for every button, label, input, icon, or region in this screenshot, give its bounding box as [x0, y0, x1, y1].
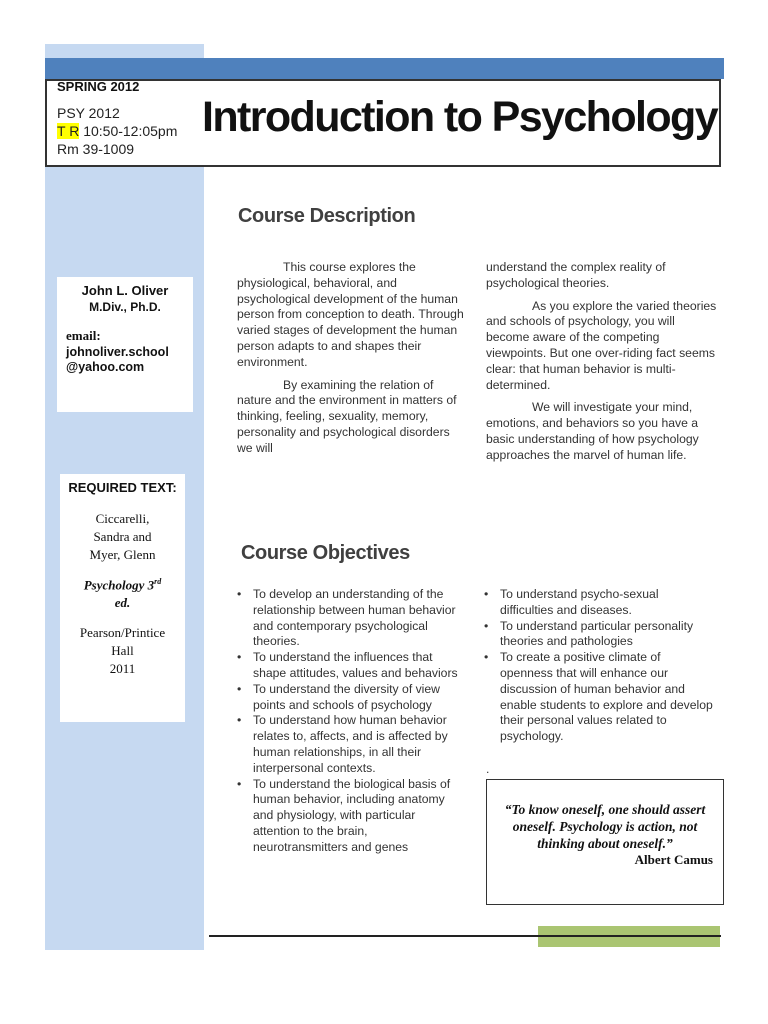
email-line-2[interactable]: @yahoo.com [66, 360, 145, 374]
class-time: 10:50-12:05pm [79, 123, 178, 139]
objectives-heading: Course Objectives [241, 542, 410, 564]
footer-rule [209, 935, 721, 937]
description-p4: We will investigate your mind, emotions, and behaviors so you have a basic understanding of how psychology approaches the marvel of human life. [486, 400, 699, 462]
email-label: email: [66, 328, 101, 343]
instructor-box [57, 277, 193, 412]
description-col-left [237, 260, 467, 457]
description-p2-cont: understand the complex reality of psychological theories. [486, 260, 666, 290]
objective-item: • To understand how human behavior relates to, affects, and is affected by human relationships, in all their interpersonal contexts. [237, 713, 448, 775]
days-highlight: T R [57, 123, 80, 139]
instructor-name: John L. Oliver [81, 283, 169, 298]
author-line-1: Ciccarelli, [95, 511, 150, 526]
objective-item: • To create a positive climate of openness that will enhance our discussion of human behavior and enable students to explore and develop their personal values related to psychology. [484, 650, 713, 744]
objectives-list-left [235, 587, 465, 856]
objective-item: • To understand the influences that shape attitudes, values and behaviors [237, 650, 458, 680]
instructor-degrees: M.Div., Ph.D. [89, 300, 161, 314]
publication-year: 2011 [109, 661, 136, 677]
required-text-heading: REQUIRED TEXT: [68, 480, 177, 495]
book-title: Psychology 3rd [83, 577, 162, 593]
objective-item: • To understand particular personality theories and pathologies [484, 618, 694, 649]
objective-item: • To understand the diversity of view points and schools of psychology [237, 681, 440, 712]
quote-author: Albert Camus [634, 852, 713, 867]
author-line-2: Sandra and [93, 529, 152, 544]
email-line-1[interactable]: johnoliver.school [66, 345, 169, 359]
publisher-line-2: Hall [111, 643, 134, 659]
objective-item: • To develop an understanding of the relationship between human behavior and contemporary psychological theories. [237, 587, 456, 649]
description-col-right [486, 260, 718, 464]
author-line-3: Myer, Glenn [89, 547, 156, 562]
publisher-line-1: Pearson/Printice [79, 625, 166, 641]
quote-box [486, 779, 724, 905]
required-text-box [60, 474, 185, 722]
objective-item: • To understand psycho-sexual difficulties and diseases. [484, 587, 659, 617]
objective-item: • To understand the biological basis of human behavior, including anatomy and physiology, with particular attention to the brain, neurotransmitters and genes [237, 776, 451, 854]
description-p1: This course explores the physiological, behavioral, and psychological development of the human person from conception to death. Through varied stages of development the human person adapts to and shapes their environment. [237, 260, 464, 369]
description-p2: By examining the relation of nature and the environment in matters of thinking, feeling, sexuality, memory, personality and psychological disorders we will [237, 377, 457, 455]
course-code: PSY 2012 [57, 105, 120, 121]
schedule [57, 123, 177, 139]
book-edition: ed. [114, 595, 131, 611]
description-p3: As you explore the varied theories and schools of psychology, you will become aware of the competing viewpoints. But one over-riding fact seems clear: that human behavior is multi-determined. [486, 298, 717, 392]
term-label: SPRING 2012 [57, 79, 140, 94]
quote-text: “To know oneself, one should assert oneself. Psychology is action, not thinking about oneself.” [504, 802, 706, 851]
objectives-list-right [482, 587, 714, 745]
page-title: Introduction to Psychology [202, 93, 718, 141]
description-heading: Course Description [238, 205, 416, 227]
header-accent-bar [45, 58, 724, 79]
trailing-dot: . [486, 762, 490, 776]
room: Rm 39-1009 [57, 141, 135, 157]
